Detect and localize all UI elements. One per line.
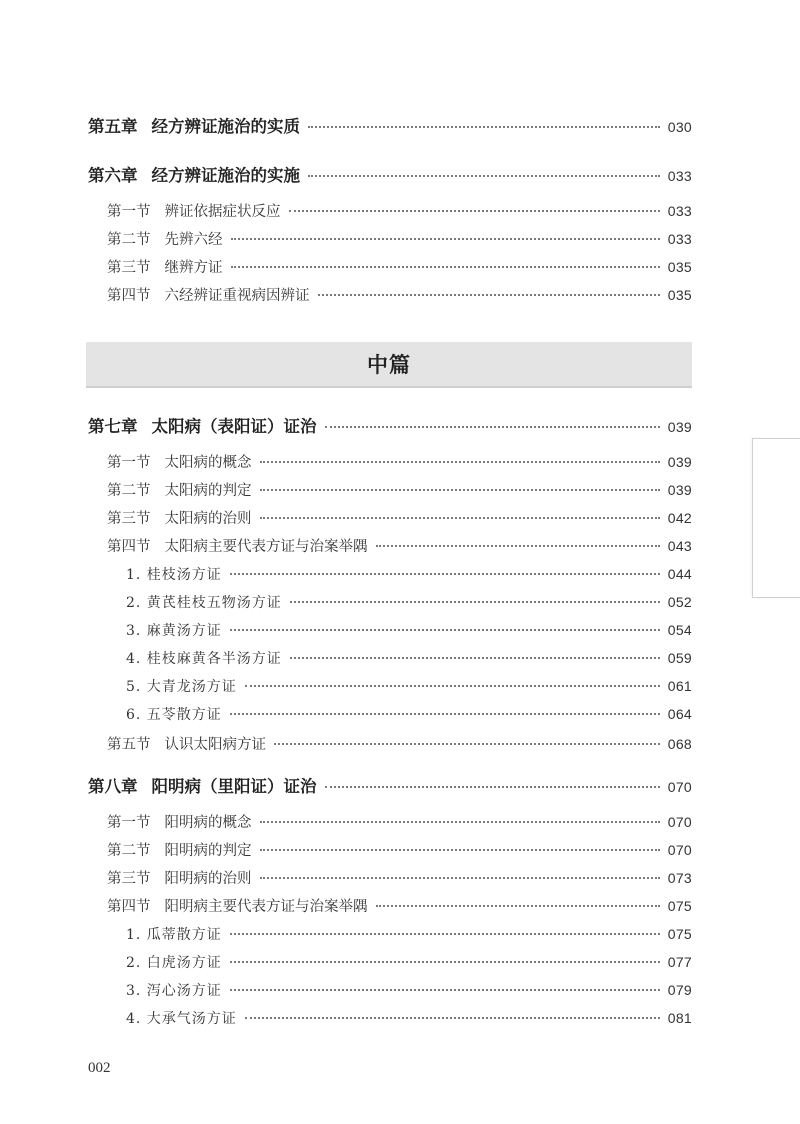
page-number: 081 — [667, 1010, 692, 1026]
section-title: 太阳病的治则 — [164, 511, 252, 527]
leader-dots — [325, 786, 660, 788]
chapter-title: 阳明病（里阳证）证治 — [151, 777, 317, 796]
section-number: 第二节 — [107, 232, 151, 248]
item-title: 6. 五苓散方证 — [126, 707, 222, 723]
section-title: 太阳病的判定 — [164, 483, 252, 499]
toc-chapter-5[interactable] — [88, 113, 692, 137]
item-title: 3. 麻黄汤方证 — [126, 623, 222, 639]
toc-chapter-7[interactable] — [88, 413, 692, 437]
item-title: 4. 桂枝麻黄各半汤方证 — [126, 651, 282, 667]
page-number: 054 — [667, 622, 692, 638]
page-number: 068 — [667, 736, 692, 752]
toc-section[interactable] — [88, 733, 692, 754]
toc-section[interactable] — [88, 479, 692, 500]
leader-dots — [260, 849, 660, 851]
leader-dots — [289, 210, 660, 212]
page-number: 070 — [667, 814, 692, 830]
section-title: 认识太阳病方证 — [164, 737, 266, 753]
page-folio: 002 — [88, 1060, 111, 1076]
section-title: 太阳病的概念 — [164, 455, 252, 471]
page-number: 044 — [667, 566, 692, 582]
toc-section[interactable] — [88, 228, 692, 249]
item-title: 1. 桂枝汤方证 — [126, 567, 222, 583]
section-number: 第四节 — [107, 288, 151, 304]
section-title: 太阳病主要代表方证与治案举隅 — [164, 539, 368, 555]
section-title: 阳明病的判定 — [164, 843, 252, 859]
page-number: 064 — [667, 706, 692, 722]
section-title: 先辨六经 — [164, 232, 223, 248]
leader-dots — [260, 461, 660, 463]
toc-section[interactable] — [88, 839, 692, 860]
section-title: 阳明病主要代表方证与治案举隅 — [164, 899, 368, 915]
section-number: 第二节 — [107, 483, 151, 499]
item-title: 4. 大承气汤方证 — [126, 1011, 237, 1027]
leader-dots — [260, 489, 660, 491]
leader-dots — [245, 685, 660, 687]
leader-dots — [290, 601, 660, 603]
chapter-number: 第八章 — [88, 777, 138, 796]
page-number: 073 — [667, 870, 692, 886]
toc-section[interactable] — [88, 895, 692, 916]
leader-dots — [308, 175, 660, 177]
toc-chapter-6[interactable] — [88, 162, 692, 186]
section-number: 第四节 — [107, 539, 151, 555]
toc-item[interactable] — [88, 980, 692, 1000]
leader-dots — [230, 573, 660, 575]
page-number: 077 — [667, 954, 692, 970]
leader-dots — [274, 743, 660, 745]
toc-item[interactable] — [88, 1008, 692, 1028]
page-number: 035 — [667, 259, 692, 275]
edge-thumb-tab — [752, 438, 800, 598]
leader-dots — [230, 629, 660, 631]
section-title: 六经辨证重视病因辨证 — [164, 288, 310, 304]
page-number: 033 — [667, 168, 692, 184]
leader-dots — [308, 126, 660, 128]
toc-section[interactable] — [88, 256, 692, 277]
toc-item[interactable] — [88, 620, 692, 640]
section-number: 第五节 — [107, 737, 151, 753]
toc-section[interactable] — [88, 535, 692, 556]
page-number: 039 — [667, 454, 692, 470]
page-number: 075 — [667, 926, 692, 942]
item-title: 2. 黄芪桂枝五物汤方证 — [126, 595, 282, 611]
leader-dots — [260, 821, 660, 823]
page-number: 042 — [667, 510, 692, 526]
page-number: 033 — [667, 203, 692, 219]
part-title: 中篇 — [367, 353, 411, 377]
toc-item[interactable] — [88, 924, 692, 944]
chapter-number: 第六章 — [88, 166, 138, 185]
toc-section[interactable] — [88, 507, 692, 528]
section-title: 阳明病的概念 — [164, 815, 252, 831]
toc-section[interactable] — [88, 284, 692, 305]
section-title: 辨证依据症状反应 — [164, 204, 281, 220]
chapter-number: 第五章 — [88, 117, 138, 136]
toc-section[interactable] — [88, 867, 692, 888]
section-number: 第一节 — [107, 815, 151, 831]
page-number: 070 — [667, 779, 692, 795]
page-number: 059 — [667, 650, 692, 666]
page-number: 070 — [667, 842, 692, 858]
leader-dots — [230, 989, 660, 991]
leader-dots — [245, 1017, 660, 1019]
page-number: 030 — [667, 119, 692, 135]
toc-item[interactable] — [88, 952, 692, 972]
page-number: 033 — [667, 231, 692, 247]
leader-dots — [290, 657, 660, 659]
toc-section[interactable] — [88, 200, 692, 221]
leader-dots — [325, 426, 660, 428]
section-number: 第四节 — [107, 899, 151, 915]
chapter-title: 经方辨证施治的实施 — [151, 166, 300, 185]
page-number: 035 — [667, 287, 692, 303]
leader-dots — [318, 294, 660, 296]
leader-dots — [376, 545, 660, 547]
toc-item[interactable] — [88, 648, 692, 668]
page-number: 039 — [667, 482, 692, 498]
section-number: 第一节 — [107, 204, 151, 220]
page-number: 061 — [667, 678, 692, 694]
page-number: 039 — [667, 419, 692, 435]
leader-dots — [230, 933, 660, 935]
page-number: 079 — [667, 982, 692, 998]
section-title: 继辨方证 — [164, 260, 223, 276]
leader-dots — [260, 877, 660, 879]
leader-dots — [231, 266, 660, 268]
section-number: 第二节 — [107, 843, 151, 859]
chapter-title: 太阳病（表阳证）证治 — [151, 417, 317, 436]
section-number: 第三节 — [107, 511, 151, 527]
toc-item[interactable] — [88, 592, 692, 612]
toc-item[interactable] — [88, 676, 692, 696]
section-title: 阳明病的治则 — [164, 871, 252, 887]
toc-item[interactable] — [88, 564, 692, 584]
part-banner — [86, 342, 692, 388]
chapter-number: 第七章 — [88, 417, 138, 436]
page-number: 043 — [667, 538, 692, 554]
toc-section[interactable] — [88, 811, 692, 832]
page-number: 052 — [667, 594, 692, 610]
item-title: 2. 白虎汤方证 — [126, 955, 222, 971]
leader-dots — [231, 238, 660, 240]
item-title: 3. 泻心汤方证 — [126, 983, 222, 999]
toc-chapter-8[interactable] — [88, 773, 692, 797]
item-title: 1. 瓜蒂散方证 — [126, 927, 222, 943]
leader-dots — [260, 517, 660, 519]
leader-dots — [230, 713, 660, 715]
page-number: 075 — [667, 898, 692, 914]
section-number: 第三节 — [107, 871, 151, 887]
section-number: 第三节 — [107, 260, 151, 276]
toc-item[interactable] — [88, 704, 692, 724]
leader-dots — [376, 905, 660, 907]
chapter-title: 经方辨证施治的实质 — [151, 117, 300, 136]
section-number: 第一节 — [107, 455, 151, 471]
toc-section[interactable] — [88, 451, 692, 472]
leader-dots — [230, 961, 660, 963]
item-title: 5. 大青龙汤方证 — [126, 679, 237, 695]
